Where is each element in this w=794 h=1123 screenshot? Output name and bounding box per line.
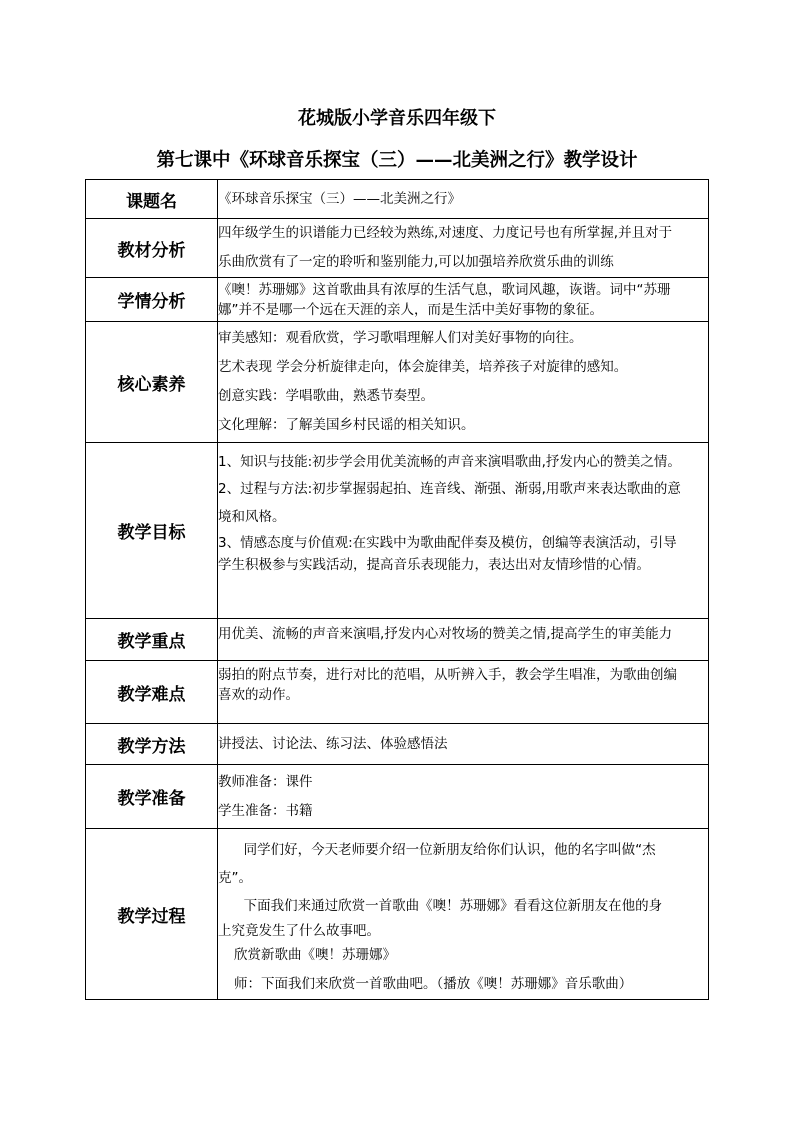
text-line: 艺术表现 学会分析旋律走向，体会旋律美，培养孩子对旋律的感知。 — [218, 359, 628, 375]
text-line: 境和风格。 — [218, 509, 286, 525]
text-line: 文化理解：了解美国乡村民谣的相关知识。 — [218, 417, 475, 433]
teaching-process — [218, 829, 709, 1000]
table-row — [86, 661, 709, 724]
teaching-preparation — [218, 765, 709, 829]
core-literacy — [218, 322, 709, 443]
teaching-difficulties — [218, 661, 709, 724]
text-line: 乐曲欣赏有了一定的聆听和鉴别能力,可以加强培养欣赏乐曲的训练 — [218, 254, 614, 270]
student-analysis — [218, 278, 709, 322]
text-line: 欣赏新歌曲《噢！苏珊娜》 — [234, 947, 396, 963]
row-label-students: 学情分析 — [86, 278, 218, 322]
row-label-material: 教材分析 — [86, 219, 218, 278]
teaching-goals — [218, 443, 709, 619]
row-label-method: 教学方法 — [86, 724, 218, 765]
material-analysis — [218, 219, 709, 278]
table-row — [86, 619, 709, 661]
table-row — [86, 765, 709, 829]
row-label-prep: 教学准备 — [86, 765, 218, 829]
text-line: 《噢！苏珊娜》这首歌曲具有浓厚的生活气息，歌词风趣，诙谐。词中“苏珊 — [218, 281, 671, 298]
document-title: 花城版小学音乐四年级下 — [298, 108, 496, 129]
row-label-goals: 教学目标 — [86, 443, 218, 619]
text-line: 学生准备：书籍 — [218, 802, 313, 819]
text-line: 审美感知：观看欣赏，学习歌唱理解人们对美好事物的向往。 — [218, 330, 583, 346]
row-label-key: 教学重点 — [86, 619, 218, 661]
table-row — [86, 219, 709, 278]
text-line: 1、知识与技能:初步学会用优美流畅的声音来演唱歌曲,抒发内心的赞美之情。 — [218, 454, 681, 470]
text-line: 下面我们来通过欣赏一首歌曲《噢！苏珊娜》看看这位新朋友在他的身 — [243, 898, 663, 914]
text-line: 创意实践：学唱歌曲，熟悉节奏型。 — [218, 388, 434, 404]
text-line: 克”。 — [218, 870, 252, 886]
text-line: 2、过程与方法:初步掌握弱起拍、连音线、渐强、渐弱,用歌声来表达歌曲的意 — [218, 481, 681, 497]
text-line: 弱拍的附点节奏，进行对比的范唱，从听辨入手，教会学生唱准，为歌曲创编 — [218, 667, 677, 683]
lesson-plan-table — [85, 179, 709, 1000]
row-label-topic: 课题名 — [86, 180, 218, 219]
text-line: 3、情感态度与价值观:在实践中为歌曲配伴奏及模仿，创编等表演活动，引导 — [218, 535, 677, 551]
text-line: 教师准备：课件 — [218, 773, 313, 790]
row-label-literacy: 核心素养 — [86, 322, 218, 443]
table-row — [86, 278, 709, 322]
text-line: 师：下面我们来欣赏一首歌曲吧。（播放《噢！苏珊娜》音乐歌曲） — [234, 976, 633, 992]
topic-text: 《环球音乐探宝（三）——北美洲之行》 — [218, 180, 709, 219]
teaching-key-points: 用优美、流畅的声音来演唱,抒发内心对牧场的赞美之情,提高学生的审美能力 — [218, 619, 709, 661]
table-row — [86, 724, 709, 765]
document-subtitle: 第七课中《环球音乐探宝（三）——北美洲之行》教学设计 — [156, 150, 638, 171]
text-line: 同学们好，今天老师要介绍一位新朋友给你们认识，他的名字叫做“杰 — [243, 842, 656, 858]
table-row — [86, 180, 709, 219]
row-label-process: 教学过程 — [86, 829, 218, 1000]
teaching-methods: 讲授法、讨论法、练习法、体验感悟法 — [218, 724, 709, 765]
text-line: 学生积极参与实践活动，提高音乐表现能力，表达出对友情珍惜的心情。 — [218, 557, 650, 573]
text-line: 四年级学生的识谱能力已经较为熟练,对速度、力度记号也有所掌握,并且对于 — [218, 225, 673, 241]
table-row — [86, 443, 709, 619]
table-row — [86, 322, 709, 443]
table-row — [86, 829, 709, 1000]
text-line: 喜欢的动作。 — [218, 687, 299, 703]
text-line: 上究竟发生了什么故事吧。 — [218, 923, 380, 939]
text-line: 娜”并不是哪一个远在天涯的亲人，而是生活中美好事物的象征。 — [218, 301, 603, 318]
row-label-difficulty: 教学难点 — [86, 661, 218, 724]
